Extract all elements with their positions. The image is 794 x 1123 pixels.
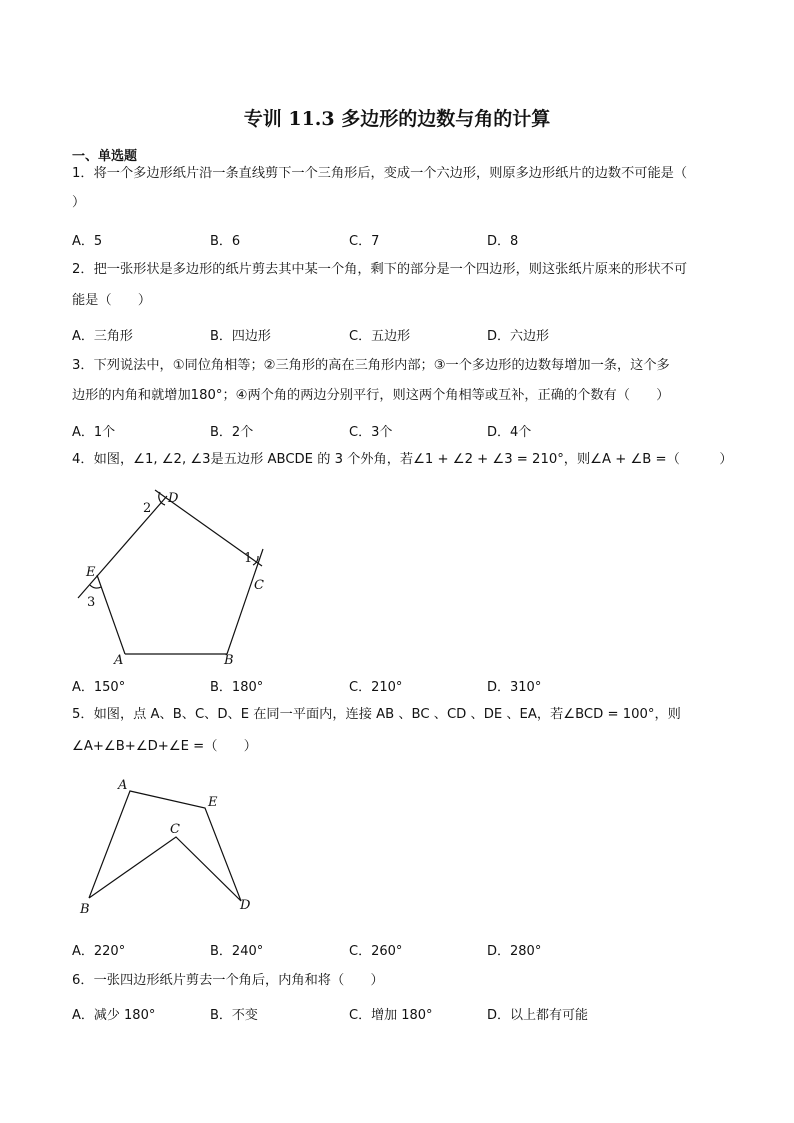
question-1-line-2: ）: [72, 195, 86, 210]
fig5-label-d: D: [240, 898, 251, 913]
fig5-label-b: B: [80, 902, 90, 917]
q5-option-b: B．240°: [210, 944, 264, 959]
q2-option-b: B．四边形: [210, 329, 271, 344]
fig4-label-a: A: [114, 653, 124, 668]
question-2-line-2: 能是（ ）: [72, 293, 152, 308]
q4-option-c: C．210°: [349, 680, 403, 695]
q4-option-b: B．180°: [210, 680, 264, 695]
q4-option-a: A．150°: [72, 680, 126, 695]
question-5-line-2: ∠A+∠B+∠D+∠E =（ ）: [72, 739, 257, 754]
fig4-line-de-extended: [78, 496, 167, 598]
q2-option-d: D．六边形: [487, 329, 550, 344]
q5-option-c: C．260°: [349, 944, 403, 959]
q6-option-c: C．增加 180°: [349, 1008, 433, 1023]
page-title: 专训 11.3 多边形的边数与角的计算: [243, 108, 551, 130]
question-3-line-2: 边形的内角和就增加180°；④两个角的两边分别平行，则这两个角相等或互补，正确的个数有（ ）: [72, 388, 670, 403]
fig4-angle-3-arc: [90, 585, 101, 588]
q3-option-c: C．3个: [349, 425, 393, 440]
fig4-label-angle-3: 3: [87, 595, 96, 610]
q4-option-d: D．310°: [487, 680, 542, 695]
figure-5-shape: [70, 770, 270, 920]
q3-option-d: D．4个: [487, 425, 532, 440]
fig4-label-d: D: [168, 491, 179, 506]
question-5-line-1: 5．如图，点 A、B、C、D、E 在同一平面内，连接 AB 、BC 、CD 、DE 、EA，若∠BCD = 100°，则: [72, 707, 681, 722]
question-1-line-1: 1．将一个多边形纸片沿一条直线剪下一个三角形后，变成一个六边形，则原多边形纸片的边数不可能是（: [72, 166, 688, 181]
question-4-line-1: 4．如图，∠1, ∠2, ∠3是五边形 ABCDE 的 3 个外角，若∠1 + ∠2 + ∠3 = 210°，则∠A + ∠B =（ ）: [72, 452, 733, 467]
fig5-label-c: C: [170, 822, 180, 837]
q2-option-c: C．五边形: [349, 329, 411, 344]
fig5-label-a: A: [118, 778, 128, 793]
figure-4-pentagon: [60, 470, 300, 675]
q5-option-d: D．280°: [487, 944, 542, 959]
fig4-label-angle-2: 2: [143, 501, 152, 516]
q5-option-a: A．220°: [72, 944, 126, 959]
q1-option-b: B．6: [210, 234, 241, 249]
fig4-label-b: B: [224, 653, 234, 668]
q6-option-b: B．不变: [210, 1008, 258, 1023]
fig4-label-angle-1: 1: [244, 551, 253, 566]
fig4-label-e: E: [86, 565, 96, 580]
fig4-side-ae: [97, 575, 125, 654]
q1-option-d: D．8: [487, 234, 519, 249]
q6-option-d: D．以上都有可能: [487, 1008, 589, 1023]
fig5-label-e: E: [208, 795, 218, 810]
question-6-line-1: 6．一张四边形纸片剪去一个角后，内角和将（ ）: [72, 973, 384, 988]
q3-option-a: A．1个: [72, 425, 116, 440]
q1-option-c: C．7: [349, 234, 380, 249]
q1-option-a: A．5: [72, 234, 103, 249]
section-heading: 一、单选题: [72, 149, 138, 164]
fig5-polygon: [89, 791, 241, 901]
question-2-line-1: 2．把一张形状是多边形的纸片剪去其中某一个角，剩下的部分是一个四边形，则这张纸片原来的形状不可: [72, 262, 688, 277]
q2-option-a: A．三角形: [72, 329, 133, 344]
q3-option-b: B．2个: [210, 425, 254, 440]
fig4-label-c: C: [254, 578, 264, 593]
question-3-line-1: 3．下列说法中，①同位角相等；②三角形的高在三角形内部；③一个多边形的边数每增加一条，这个多: [72, 358, 670, 373]
q6-option-a: A．减少 180°: [72, 1008, 156, 1023]
